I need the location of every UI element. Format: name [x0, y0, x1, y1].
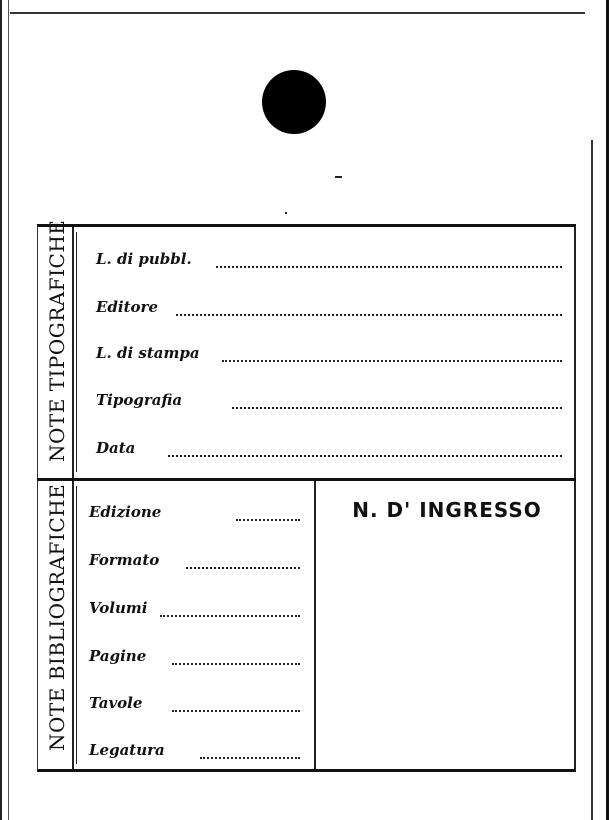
fill-line-pagine: [172, 663, 300, 665]
tipografiche-section-title: NOTE TIPOGRAFICHE: [45, 219, 69, 462]
fill-line-legatura: [200, 757, 300, 759]
ingresso-title: N. D' INGRESSO: [352, 498, 542, 522]
page-edge-inner-left: [8, 0, 9, 820]
section-divider: [37, 478, 576, 481]
punch-hole: [262, 70, 326, 134]
fill-line-data: [168, 455, 562, 457]
fill-line-edizione: [236, 519, 300, 521]
speck: [335, 176, 342, 178]
page-edge-inner-right: [591, 140, 593, 820]
fill-line-volumi: [160, 615, 300, 617]
fill-line-tipografia: [232, 407, 562, 409]
field-label-luogo-pubblicazione: L. di pubbl.: [96, 250, 192, 268]
field-label-edizione: Edizione: [89, 503, 162, 521]
field-label-legatura: Legatura: [89, 741, 165, 759]
fill-line-tavole: [172, 710, 300, 712]
bibliografiche-section-title: NOTE BIBLIOGRAFICHE: [45, 483, 69, 751]
field-label-luogo-stampa: L. di stampa: [96, 344, 200, 362]
page-edge-left: [0, 0, 2, 820]
tipografiche-rule: [72, 227, 74, 478]
page-top-edge: [10, 12, 585, 14]
fill-line-formato: [186, 567, 300, 569]
field-label-data: Data: [96, 439, 136, 457]
field-label-volumi: Volumi: [89, 599, 148, 617]
tipografiche-rule-inner: [76, 232, 77, 472]
field-label-tavole: Tavole: [89, 694, 143, 712]
speck: [285, 212, 287, 214]
ingresso-divider: [314, 481, 316, 769]
bibliografiche-rule: [72, 481, 74, 769]
bibliografiche-rule-inner: [76, 486, 77, 764]
field-label-formato: Formato: [89, 551, 160, 569]
field-label-editore: Editore: [96, 298, 158, 316]
fill-line-editore: [176, 314, 562, 316]
fill-line-luogo-pubblicazione: [216, 266, 562, 268]
fill-line-luogo-stampa: [222, 360, 562, 362]
field-label-tipografia: Tipografia: [96, 391, 183, 409]
field-label-pagine: Pagine: [89, 647, 147, 665]
